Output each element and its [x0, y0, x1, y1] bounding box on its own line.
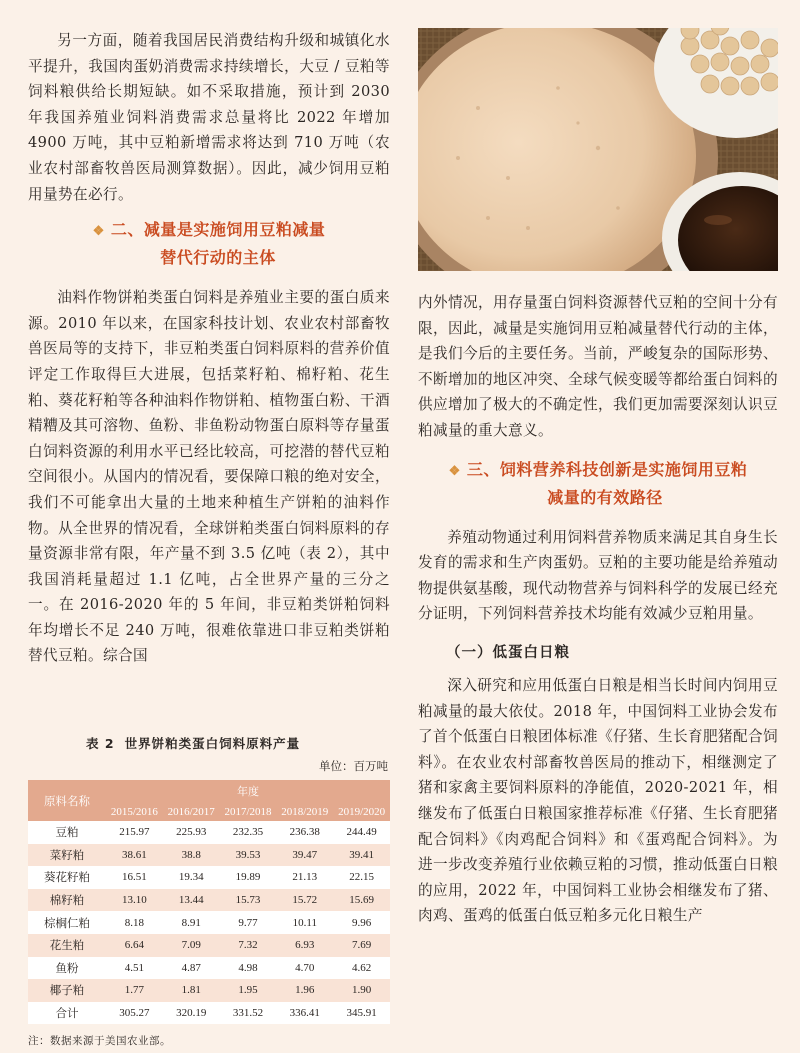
table-row — [28, 911, 390, 934]
table-cell-value: 320.19 — [163, 1002, 220, 1025]
table-cell-material: 棉籽粕 — [28, 889, 106, 912]
table-cell-value: 19.89 — [220, 866, 277, 889]
paragraph-continued: 内外情况，用存量蛋白饲料资源替代豆粕的空间十分有限，因此，减量是实施饲用豆粕减量替代行动的主体，是我们今后的主要任务。当前，严峻复杂的国际形势、不断增加的地区冲突、全球气候变暖等都给蛋白饲料的供应增加了极大的不确定性，我们更加需要深刻认识豆粕减量的重大意义。 — [418, 294, 778, 439]
table-cell-value: 15.69 — [333, 889, 390, 912]
table-cell-value: 16.51 — [106, 866, 163, 889]
table-row — [28, 934, 390, 957]
table-cell-material: 菜籽粕 — [28, 844, 106, 867]
table-number: 表 2 — [86, 736, 115, 751]
subheading-low-protein-diet: （一）低蛋白日粮 — [446, 644, 570, 661]
table-row — [28, 1002, 390, 1025]
paragraph-oilseed-meal: 油料作物饼粕类蛋白饲料是养殖业主要的蛋白质来源。2010 年以来，在国家科技计划、农业农村部畜牧兽医局等的支持下，非豆粕类蛋白饲料原料的营养价值评定工作取得巨大进展，包括菜籽粕、棉籽粕、花生粕、葵花籽粕等各种油料作物饼粕、植物蛋白粉、干酒精糟及其可溶物、鱼粉、非鱼粉动物蛋白原料等存量蛋白饲料资源的利用水平已经比较高，可挖潜的替代豆粕空间很小。从国内的情况看，要保障口粮的绝对安全，我们不可能拿出大量的土地来种植生产饼粕的油料作物。从全世界的情况看，全球饼粕类蛋白饲料原料的存量资源非常有限，年产量不到 3.5 亿吨（表 2），其中我国消耗量超过 1.1 亿吨，占全世界产量的三分之一。在 2016-2020 年的 5 年间，非豆粕类饼粕饲料年均增长不足 240 万吨，很难依靠进口非豆粕类饼粕替代豆粕。综合国 — [28, 289, 390, 665]
table-cell-material: 合计 — [28, 1002, 106, 1025]
table-cell-material: 花生粕 — [28, 934, 106, 957]
table-cell-value: 7.69 — [333, 934, 390, 957]
diamond-bullet-icon: ❖ — [448, 463, 461, 479]
table-cell-value: 9.77 — [220, 911, 277, 934]
column-header-year-value: 2018/2019 — [276, 802, 333, 821]
paragraph-nutrition-tech: 养殖动物通过利用饲料营养物质来满足其自身生长发育的需求和生产肉蛋奶。豆粕的主要功能是给养殖动物提供氨基酸，现代动物营养与饲料科学的发展已经充分证明，下列饲料营养技术均能有效减少豆粕用量。 — [418, 528, 778, 623]
paragraph-low-protein-diet: 深入研究和应用低蛋白日粮是相当长时间内饲用豆粕减量的最大依仗。2018 年，中国饲料工业协会发布了首个低蛋白日粮团体标准《仔猪、生长育肥猪配合饲料》。在农业农村部畜牧兽医局的推动下，相继测定了猪和家禽主要饲料原料的净能值，2020-2021 年，相继发布了低蛋白日粮国家推荐标准《仔猪、生长育肥猪配合饲料》《肉鸡配合饲料》和《蛋鸡配合饲料》。为进一步改变养殖行业依赖豆粕的习惯，推动低蛋白日粮的应用，2022 年，中国饲料工业协会相继发布了猪、肉鸡、蛋鸡的低蛋白低豆粕多元化日粮生产 — [418, 676, 778, 925]
feed-ingredients-photo — [418, 28, 778, 271]
left-column — [28, 28, 390, 669]
table-cell-value: 1.96 — [276, 979, 333, 1002]
section-heading-2-line1: 二、减量是实施饲用豆粕减量 — [110, 220, 326, 240]
column-header-year: 年度 — [106, 780, 390, 802]
table-cell-material: 棕榈仁粕 — [28, 911, 106, 934]
table-cell-material: 鱼粉 — [28, 957, 106, 980]
table-cell-value: 8.91 — [163, 911, 220, 934]
table-header-row — [28, 780, 390, 802]
table-cell-value: 13.44 — [163, 889, 220, 912]
column-header-year-value: 2015/2016 — [106, 802, 163, 821]
table-title — [86, 734, 390, 752]
table-cell-value: 1.90 — [333, 979, 390, 1002]
table-cell-value: 4.62 — [333, 957, 390, 980]
table-cell-value: 1.95 — [220, 979, 277, 1002]
data-table — [28, 780, 390, 1024]
table-row — [28, 957, 390, 980]
diamond-bullet-icon: ❖ — [92, 224, 105, 240]
table-cell-value: 7.09 — [163, 934, 220, 957]
section-heading-3-line1: 三、饲料营养科技创新是实施饲用豆粕 — [466, 459, 748, 479]
table-cell-value: 4.98 — [220, 957, 277, 980]
table-cell-value: 39.41 — [333, 844, 390, 867]
paragraph-supply-shortage: 另一方面，随着我国居民消费结构升级和城镇化水平提升，我国肉蛋奶消费需求持续增长，大豆 / 豆粕等饲料粮供给长期短缺。如不采取措施，预计到 2030 年我国养殖业饲料消费需求总量将比 2022 年增加 4900 万吨，其中豆粕新增需求将达到 710 万吨（农业农村部畜牧兽医局测算数据）。因此，减少饲用豆粕用量势在必行。 — [28, 32, 390, 203]
table-cell-value: 236.38 — [276, 821, 333, 844]
table-row — [28, 844, 390, 867]
section-heading-3 — [418, 457, 778, 511]
table-cell-value: 1.81 — [163, 979, 220, 1002]
section-heading-2 — [28, 217, 390, 271]
table-cell-value: 15.73 — [220, 889, 277, 912]
table-cell-value: 305.27 — [106, 1002, 163, 1025]
table-cell-value: 21.13 — [276, 866, 333, 889]
table-cell-value: 38.61 — [106, 844, 163, 867]
table-cell-value: 6.64 — [106, 934, 163, 957]
table-cell-value: 39.47 — [276, 844, 333, 867]
table-cell-value: 10.11 — [276, 911, 333, 934]
table-cell-value: 15.72 — [276, 889, 333, 912]
table-cell-material: 椰子粕 — [28, 979, 106, 1002]
table-row — [28, 821, 390, 844]
table-note: 注：数据来源于美国农业部。 — [28, 1035, 171, 1048]
table-cell-value: 7.32 — [220, 934, 277, 957]
table-cell-value: 345.91 — [333, 1002, 390, 1025]
table-cell-value: 225.93 — [163, 821, 220, 844]
table-unit: 单位：百万吨 — [319, 759, 388, 773]
table-row — [28, 979, 390, 1002]
column-header-year-value: 2019/2020 — [333, 802, 390, 821]
table-cell-value: 8.18 — [106, 911, 163, 934]
table-cell-value: 13.10 — [106, 889, 163, 912]
table-cell-value: 4.51 — [106, 957, 163, 980]
table-cell-value: 331.52 — [220, 1002, 277, 1025]
table-cell-value: 336.41 — [276, 1002, 333, 1025]
table-row — [28, 866, 390, 889]
table-cell-value: 4.87 — [163, 957, 220, 980]
table-cell-value: 232.35 — [220, 821, 277, 844]
section-heading-2-line2: 替代行动的主体 — [160, 248, 276, 268]
column-header-year-value: 2016/2017 — [163, 802, 220, 821]
table-cell-value: 19.34 — [163, 866, 220, 889]
column-header-name: 原料名称 — [28, 780, 106, 821]
table-cell-value: 9.96 — [333, 911, 390, 934]
table-row — [28, 889, 390, 912]
table-cell-material: 豆粕 — [28, 821, 106, 844]
table-cell-value: 244.49 — [333, 821, 390, 844]
table-cell-value: 6.93 — [276, 934, 333, 957]
table-cell-value: 4.70 — [276, 957, 333, 980]
right-column — [418, 290, 778, 929]
table-cell-value: 38.8 — [163, 844, 220, 867]
table-cell-value: 215.97 — [106, 821, 163, 844]
table-cell-value: 39.53 — [220, 844, 277, 867]
table-body — [28, 821, 390, 1024]
section-heading-3-line2: 减量的有效路径 — [547, 487, 663, 507]
table-cell-material: 葵花籽粕 — [28, 866, 106, 889]
table-cell-value: 22.15 — [333, 866, 390, 889]
column-header-year-value: 2017/2018 — [220, 802, 277, 821]
feed-photo-illustration — [418, 28, 778, 271]
table-cell-value: 1.77 — [106, 979, 163, 1002]
table-title-text: 世界饼粕类蛋白饲料原料产量 — [124, 736, 301, 751]
table-world-meal-production — [28, 734, 390, 1048]
